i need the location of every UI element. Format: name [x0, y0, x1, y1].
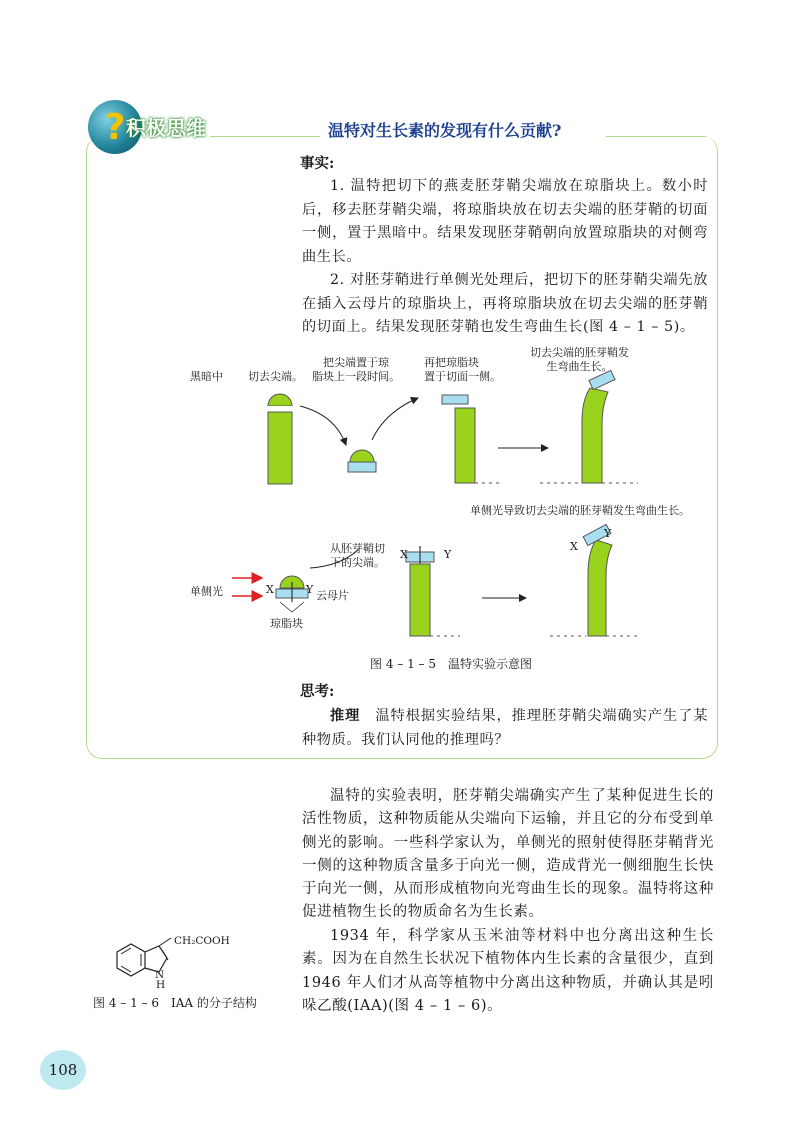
- tip-on-mica-agar: [276, 576, 308, 612]
- thinking-heading: 思考:: [300, 683, 335, 700]
- label-x2: X: [400, 548, 408, 561]
- coleoptile-with-agar-xy: [406, 546, 460, 636]
- fact-2: 2. 对胚芽鞘进行单侧光处理后，把切下的胚芽鞘尖端先放在插入云母片的琼脂块上，再将琼脂块放在切去尖端的胚芽鞘的切面上。结果发现胚芽鞘也发生弯曲生长(图 4 – 1 – 5)。: [302, 272, 708, 335]
- agar-on-cut-surface: [442, 395, 500, 483]
- facts-heading: 事实:: [300, 155, 335, 172]
- thinking-text: 推理 温特根据实验结果，推理胚芽鞘尖端确实产生了某种物质。我们认同他的推理吗？: [302, 708, 709, 748]
- label-x1: X: [266, 583, 274, 596]
- bent-coleoptile-2: [550, 524, 638, 636]
- body-paragraph-2: 1934 年，科学家从玉米油等材料中也分离出这种生长素。因为在自然生长状况下植物体内生长素的含量很少，直到 1946 年人们才从高等植物中分离出这种物质，并确认其是吲哚乙酸(IAA)(图 4 – 1 – 6)。: [302, 928, 714, 1014]
- bent-coleoptile-1: [540, 370, 638, 483]
- coleoptile-with-tip-cut: [268, 394, 292, 484]
- label-result: 切去尖端的胚芽鞘发 生弯曲生长。: [530, 346, 629, 373]
- label-agar: 琼脂块: [270, 617, 303, 630]
- label-dark: 黑暗中: [190, 370, 223, 383]
- label-light: 单侧光: [190, 585, 223, 598]
- iaa-group: CH₂COOH: [174, 935, 230, 947]
- label-bottom: 单侧光导致切去尖端的胚芽鞘发生弯曲生长。: [470, 504, 690, 517]
- question-title: 温特对生长素的发现有什么贡献?: [328, 121, 562, 140]
- section-label: 积极思维: [126, 116, 206, 140]
- label-mica: 云母片: [316, 589, 349, 602]
- label-x3: X: [570, 540, 578, 553]
- iaa-atom-h: H: [156, 979, 166, 991]
- body-paragraph-1: 温特的实验表明，胚芽鞘尖端确实产生了某种促进生长的活性物质，这种物质能从尖端向下运输，并且它的分布受到单侧光的影响。一些科学家认为，单侧光的照射使得胚芽鞘背光一侧的这种物质含量多于向光一侧，造成背光一侧细胞生长快于向光一侧，从而形成植物向光弯曲生长的现象。温特将这种促进植物生长的物质命名为生长素。: [302, 788, 714, 921]
- iaa-atom-n: N: [155, 969, 165, 981]
- label-y3: Y: [604, 527, 612, 540]
- label-tip-from: 从胚芽鞘切 下的尖端。: [330, 542, 385, 569]
- question-badge-icon: ?: [88, 100, 142, 154]
- figure-caption-4-1-6: 图 4 – 1 – 6 IAA 的分子结构: [93, 996, 257, 1010]
- page-number: 108: [40, 1050, 86, 1090]
- figure-caption-4-1-5: 图 4 – 1 – 5 温特实验示意图: [370, 657, 532, 671]
- label-place-tip: 把尖端置于琼 脂块上一段时间。: [312, 356, 400, 383]
- label-cut-tip: 切去尖端。: [248, 370, 303, 383]
- fact-1: 1. 温特把切下的燕麦胚芽鞘尖端放在琼脂块上。数小时后，移去胚芽鞘尖端，将琼脂块放在切去尖端的胚芽鞘的切面一侧，置于黑暗中。结果发现胚芽鞘朝向放置琼脂块的对侧弯曲生长。: [302, 178, 708, 265]
- label-y1: Y: [306, 583, 314, 596]
- label-y2: Y: [444, 548, 452, 561]
- label-put-agar: 再把琼脂块 置于切面一侧。: [424, 356, 501, 383]
- tip-on-agar: [348, 450, 376, 472]
